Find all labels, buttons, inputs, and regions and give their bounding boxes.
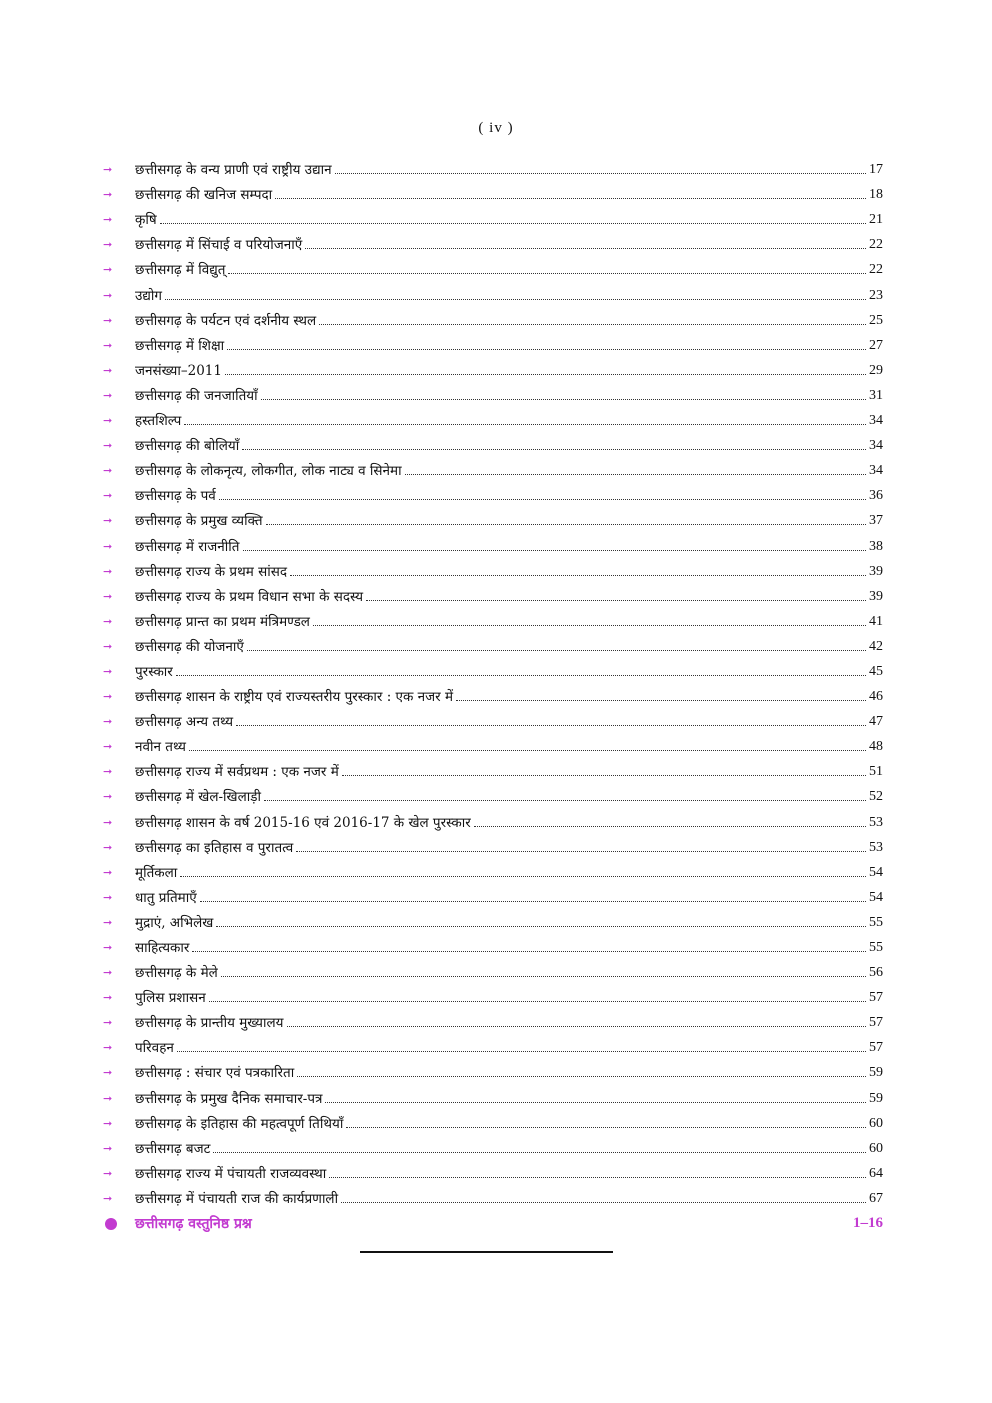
arrow-right-icon: ➞ bbox=[103, 414, 113, 428]
arrow-right-icon: ➞ bbox=[103, 740, 113, 754]
dot-leader bbox=[216, 925, 866, 927]
arrow-right-icon: ➞ bbox=[103, 439, 113, 453]
dot-leader bbox=[266, 523, 866, 525]
arrow-right-icon: ➞ bbox=[103, 238, 113, 252]
toc-entry[interactable] bbox=[103, 1056, 883, 1081]
toc-entry[interactable] bbox=[103, 1107, 883, 1132]
arrow-right-icon: ➞ bbox=[103, 815, 113, 829]
dot-leader bbox=[189, 749, 866, 751]
dot-leader bbox=[305, 247, 866, 249]
arrow-right-icon: ➞ bbox=[103, 790, 113, 804]
toc-entry-label: छत्तीसगढ़ में पंचायती राज की कार्यप्रणाली bbox=[135, 1190, 339, 1207]
toc-entry-page: 34 bbox=[869, 413, 883, 429]
arrow-right-icon: ➞ bbox=[103, 840, 113, 854]
toc-entry[interactable] bbox=[103, 203, 883, 228]
dot-leader bbox=[264, 799, 866, 801]
dot-leader bbox=[290, 574, 866, 576]
toc-entry-page: 27 bbox=[869, 337, 883, 353]
dot-leader bbox=[474, 825, 866, 827]
arrow-right-icon: ➞ bbox=[103, 1016, 113, 1030]
toc-entry-page: 41 bbox=[869, 613, 883, 629]
toc-entry-label: छत्तीसगढ़ में शिक्षा bbox=[135, 337, 225, 354]
toc-entry-label: छत्तीसगढ़ बजट bbox=[135, 1140, 211, 1157]
arrow-right-icon: ➞ bbox=[103, 991, 113, 1005]
arrow-right-icon: ➞ bbox=[103, 288, 113, 302]
toc-entry-label: छत्तीसगढ़ की योजनाएँ bbox=[135, 638, 244, 655]
toc-entry-page: 67 bbox=[869, 1190, 883, 1206]
dot-leader bbox=[275, 197, 866, 199]
arrow-right-icon: ➞ bbox=[103, 539, 113, 553]
dot-leader bbox=[335, 172, 866, 174]
toc-entry[interactable] bbox=[103, 780, 883, 805]
toc-entry-page: 34 bbox=[869, 463, 883, 479]
dot-leader bbox=[165, 298, 866, 300]
toc-entry[interactable] bbox=[103, 680, 883, 705]
arrow-right-icon: ➞ bbox=[103, 1091, 113, 1105]
dot-leader bbox=[227, 348, 866, 350]
dot-leader bbox=[176, 674, 866, 676]
dot-leader bbox=[213, 1151, 866, 1153]
toc-entry[interactable] bbox=[103, 1006, 883, 1031]
toc-entry[interactable] bbox=[103, 304, 883, 329]
toc-entry-page: 55 bbox=[869, 914, 883, 930]
dot-leader bbox=[243, 549, 867, 551]
toc-entry-label: छत्तीसगढ़ की बोलियाँ bbox=[135, 438, 240, 455]
dot-leader bbox=[184, 423, 866, 425]
toc-entry-label: छत्तीसगढ़ के पर्यटन एवं दर्शनीय स्थल bbox=[135, 312, 317, 329]
dot-leader bbox=[200, 900, 866, 902]
toc-entry-label: छत्तीसगढ़ के प्रमुख दैनिक समाचार-पत्र bbox=[135, 1090, 323, 1107]
arrow-right-icon: ➞ bbox=[103, 941, 113, 954]
arrow-right-icon: ➞ bbox=[103, 1116, 113, 1130]
dot-leader bbox=[319, 323, 866, 325]
toc-entry-page: 51 bbox=[869, 764, 883, 780]
arrow-right-icon: ➞ bbox=[103, 1191, 113, 1205]
toc-entry-label: छत्तीसगढ़ में खेल-खिलाड़ी bbox=[135, 789, 261, 806]
toc-entry-label: छत्तीसगढ़ अन्य तथ्य bbox=[135, 714, 234, 731]
toc-entry-page: 46 bbox=[869, 689, 883, 705]
toc-entry-label: पुलिस प्रशासन bbox=[135, 990, 206, 1007]
toc-final-entry[interactable] bbox=[103, 1214, 883, 1233]
arrow-right-icon: ➞ bbox=[103, 514, 113, 528]
arrow-right-icon: ➞ bbox=[103, 1166, 113, 1180]
arrow-right-icon: ➞ bbox=[103, 363, 113, 377]
dot-leader bbox=[341, 1201, 866, 1203]
toc-entry-page: 29 bbox=[869, 362, 883, 378]
arrow-right-icon: ➞ bbox=[103, 966, 113, 980]
dot-leader bbox=[180, 875, 866, 877]
toc-entry-page: 1–16 bbox=[853, 1215, 883, 1231]
toc-entry[interactable] bbox=[103, 906, 883, 931]
dot-leader bbox=[225, 373, 866, 375]
dot-leader bbox=[456, 699, 866, 701]
arrow-right-icon: ➞ bbox=[103, 188, 113, 202]
arrow-right-icon: ➞ bbox=[103, 564, 113, 578]
toc-entry-label: मूर्तिकला bbox=[135, 864, 178, 881]
dot-leader bbox=[287, 1025, 867, 1027]
toc-entry-label: उद्योग bbox=[135, 287, 162, 304]
toc-entry-page: 57 bbox=[869, 1015, 883, 1031]
toc-entry-label: छत्तीसगढ़ राज्य के प्रथम विधान सभा के सदस्य bbox=[135, 588, 364, 605]
toc-entry-label: छत्तीसगढ़ के लोकनृत्य, लोकगीत, लोक नाट्य व सिनेमा bbox=[135, 463, 402, 480]
toc-entry-page: 60 bbox=[869, 1115, 883, 1131]
toc-entry[interactable] bbox=[103, 580, 883, 605]
toc-entry-page: 25 bbox=[869, 312, 883, 328]
toc-entry-page: 54 bbox=[869, 889, 883, 905]
toc-entry-page: 18 bbox=[869, 187, 883, 203]
toc-entry-page: 60 bbox=[869, 1140, 883, 1156]
toc-entry-label: छत्तीसगढ़ राज्य में सर्वप्रथम : एक नजर में bbox=[135, 764, 339, 781]
arrow-right-icon: ➞ bbox=[103, 715, 113, 729]
toc-entry-label: छत्तीसगढ़ वस्तुनिष्ठ प्रश्न bbox=[135, 1216, 252, 1232]
toc-entry-label: छत्तीसगढ़ का इतिहास व पुरातत्व bbox=[135, 839, 294, 856]
arrow-right-icon: ➞ bbox=[103, 589, 113, 603]
toc-entry[interactable] bbox=[103, 705, 883, 730]
toc-entry-page: 57 bbox=[869, 1040, 883, 1056]
toc-entry-label: कृषि bbox=[135, 212, 157, 229]
dot-leader bbox=[177, 1050, 866, 1052]
toc-entry[interactable] bbox=[103, 630, 883, 655]
toc-entry[interactable] bbox=[103, 379, 883, 404]
toc-entry-label: छत्तीसगढ़ की खनिज सम्पदा bbox=[135, 187, 273, 204]
arrow-right-icon: ➞ bbox=[103, 1066, 113, 1080]
toc-entry[interactable] bbox=[103, 805, 883, 830]
toc-entry[interactable] bbox=[103, 153, 883, 178]
toc-entry-page: 31 bbox=[869, 387, 883, 403]
toc-entry[interactable] bbox=[103, 178, 883, 203]
dot-leader bbox=[342, 774, 866, 776]
toc-entry-page: 59 bbox=[869, 1090, 883, 1106]
toc-entry-page: 39 bbox=[869, 563, 883, 579]
toc-entry-label: छत्तीसगढ़ के पर्व bbox=[135, 488, 216, 505]
dot-leader bbox=[325, 1101, 866, 1103]
toc-entry[interactable] bbox=[103, 228, 883, 253]
toc-entry[interactable] bbox=[103, 529, 883, 554]
toc-entry-label: छत्तीसगढ़ राज्य में पंचायती राजव्यवस्था bbox=[135, 1165, 327, 1182]
toc-entry[interactable] bbox=[103, 479, 883, 504]
toc-entry-label: छत्तीसगढ़ की जनजातियाँ bbox=[135, 387, 258, 404]
dot-leader bbox=[261, 398, 866, 400]
arrow-right-icon: ➞ bbox=[103, 464, 113, 478]
arrow-right-icon: ➞ bbox=[103, 765, 113, 779]
dot-leader bbox=[247, 649, 866, 651]
toc-entry[interactable] bbox=[103, 856, 883, 881]
toc-entry-page: 57 bbox=[869, 990, 883, 1006]
toc-entry[interactable] bbox=[103, 1031, 883, 1056]
toc-entry-page: 59 bbox=[869, 1065, 883, 1081]
toc-entry-page: 48 bbox=[869, 739, 883, 755]
toc-entry-page: 47 bbox=[869, 714, 883, 730]
toc-entry-page: 52 bbox=[869, 789, 883, 805]
toc-entry-page: 39 bbox=[869, 588, 883, 604]
toc-entry[interactable] bbox=[103, 931, 883, 956]
toc-entry-label: नवीन तथ्य bbox=[135, 739, 187, 756]
arrow-right-icon: ➞ bbox=[103, 213, 113, 227]
toc-entry[interactable] bbox=[103, 1132, 883, 1157]
toc-entry-page: 21 bbox=[869, 212, 883, 228]
toc-entry[interactable] bbox=[103, 1081, 883, 1106]
arrow-right-icon: ➞ bbox=[103, 163, 113, 177]
toc-entry-label: छत्तीसगढ़ के इतिहास की महत्वपूर्ण तिथियाँ bbox=[135, 1115, 344, 1132]
toc-entry-label: धातु प्रतिमाएँ bbox=[135, 889, 197, 906]
circle-bullet-icon bbox=[105, 1218, 117, 1230]
toc-entry-page: 64 bbox=[869, 1165, 883, 1181]
arrow-right-icon: ➞ bbox=[103, 890, 113, 904]
toc-entry-page: 53 bbox=[869, 839, 883, 855]
dot-leader bbox=[236, 724, 866, 726]
dot-leader bbox=[296, 850, 866, 852]
toc-entry-page: 42 bbox=[869, 638, 883, 654]
toc-entry[interactable] bbox=[103, 555, 883, 580]
toc-entry-label: परिवहन bbox=[135, 1040, 174, 1057]
toc-entry-label: छत्तीसगढ़ शासन के वर्ष 2015-16 एवं 2016-17 के खेल पुरस्कार bbox=[135, 814, 471, 831]
toc-entry[interactable] bbox=[103, 981, 883, 1006]
dot-leader bbox=[329, 1176, 866, 1178]
dot-leader bbox=[228, 272, 866, 274]
toc-entry[interactable] bbox=[103, 1157, 883, 1182]
toc-entry-label: मुद्राएं, अभिलेख bbox=[135, 914, 214, 931]
dot-leader bbox=[297, 1075, 866, 1077]
dot-leader bbox=[192, 950, 866, 952]
toc-entry-label: छत्तीसगढ़ में सिंचाई व परियोजनाएँ bbox=[135, 237, 303, 254]
toc-entry[interactable] bbox=[103, 605, 883, 630]
toc-entry-label: जनसंख्या–2011 bbox=[135, 362, 222, 379]
toc-entry-label: छत्तीसगढ़ के प्रमुख व्यक्ति bbox=[135, 513, 263, 530]
arrow-right-icon: ➞ bbox=[103, 388, 113, 402]
toc-entry[interactable] bbox=[103, 354, 883, 379]
dot-leader bbox=[221, 975, 866, 977]
dot-leader bbox=[160, 222, 866, 224]
toc-entry-label: छत्तीसगढ़ शासन के राष्ट्रीय एवं राज्यस्तरीय पुरस्कार : एक नजर में bbox=[135, 689, 454, 706]
toc-entry-label: छत्तीसगढ़ में राजनीति bbox=[135, 538, 240, 555]
toc-entry-page: 37 bbox=[869, 513, 883, 529]
dot-leader bbox=[405, 473, 866, 475]
arrow-right-icon: ➞ bbox=[103, 639, 113, 653]
toc-entry-label: छत्तीसगढ़ प्रान्त का प्रथम मंत्रिमण्डल bbox=[135, 613, 310, 630]
toc-entry-label: हस्तशिल्प bbox=[135, 413, 182, 430]
toc-entry[interactable] bbox=[103, 655, 883, 680]
table-of-contents bbox=[103, 153, 883, 1207]
toc-entry[interactable] bbox=[103, 404, 883, 429]
toc-entry[interactable] bbox=[103, 329, 883, 354]
arrow-right-icon: ➞ bbox=[103, 1141, 113, 1155]
toc-entry[interactable] bbox=[103, 1182, 883, 1207]
arrow-right-icon: ➞ bbox=[103, 614, 113, 628]
toc-entry[interactable] bbox=[103, 278, 883, 303]
toc-entry[interactable] bbox=[103, 956, 883, 981]
arrow-right-icon: ➞ bbox=[103, 489, 113, 503]
toc-entry-page: 34 bbox=[869, 438, 883, 454]
toc-entry-page: 23 bbox=[869, 287, 883, 303]
toc-entry-page: 38 bbox=[869, 538, 883, 554]
dot-leader bbox=[366, 599, 866, 601]
toc-entry[interactable] bbox=[103, 504, 883, 529]
toc-entry[interactable] bbox=[103, 253, 883, 278]
toc-entry-page: 45 bbox=[869, 663, 883, 679]
toc-entry-label: साहित्यकार bbox=[135, 940, 190, 956]
arrow-right-icon: ➞ bbox=[103, 313, 113, 327]
arrow-right-icon: ➞ bbox=[103, 664, 113, 678]
toc-entry[interactable] bbox=[103, 881, 883, 906]
divider-rule bbox=[360, 1251, 613, 1253]
arrow-right-icon: ➞ bbox=[103, 690, 113, 704]
toc-entry-page: 53 bbox=[869, 814, 883, 830]
toc-entry[interactable] bbox=[103, 429, 883, 454]
dot-leader bbox=[219, 498, 866, 500]
arrow-right-icon: ➞ bbox=[103, 915, 113, 929]
arrow-right-icon: ➞ bbox=[103, 1041, 113, 1055]
dot-leader bbox=[346, 1126, 866, 1128]
toc-entry-page: 54 bbox=[869, 864, 883, 880]
page-number: ( iv ) bbox=[478, 120, 514, 136]
toc-entry[interactable] bbox=[103, 730, 883, 755]
toc-entry-label: छत्तीसगढ़ के प्रान्तीय मुख्यालय bbox=[135, 1015, 284, 1032]
toc-entry-page: 56 bbox=[869, 965, 883, 981]
toc-entry[interactable] bbox=[103, 831, 883, 856]
toc-entry-page: 22 bbox=[869, 237, 883, 253]
dot-leader bbox=[209, 1000, 866, 1002]
toc-entry-page: 55 bbox=[869, 940, 883, 955]
arrow-right-icon: ➞ bbox=[103, 263, 113, 277]
dot-leader bbox=[313, 624, 866, 626]
toc-entry[interactable] bbox=[103, 755, 883, 780]
dot-leader bbox=[242, 448, 866, 450]
toc-entry-label: छत्तीसगढ़ : संचार एवं पत्रकारिता bbox=[135, 1065, 295, 1082]
toc-entry-label: छत्तीसगढ़ राज्य के प्रथम सांसद bbox=[135, 563, 288, 580]
arrow-right-icon: ➞ bbox=[103, 865, 113, 879]
toc-entry-label: छत्तीसगढ़ के वन्य प्राणी एवं राष्ट्रीय उद्यान bbox=[135, 162, 332, 179]
toc-entry-page: 17 bbox=[869, 162, 883, 178]
toc-entry[interactable] bbox=[103, 454, 883, 479]
toc-entry-label: पुरस्कार bbox=[135, 663, 173, 680]
toc-entry-label: छत्तीसगढ़ में विद्युत् bbox=[135, 262, 226, 279]
toc-entry-label: छत्तीसगढ़ के मेले bbox=[135, 965, 218, 982]
arrow-right-icon: ➞ bbox=[103, 338, 113, 352]
toc-entry-page: 22 bbox=[869, 262, 883, 278]
toc-entry-page: 36 bbox=[869, 488, 883, 504]
